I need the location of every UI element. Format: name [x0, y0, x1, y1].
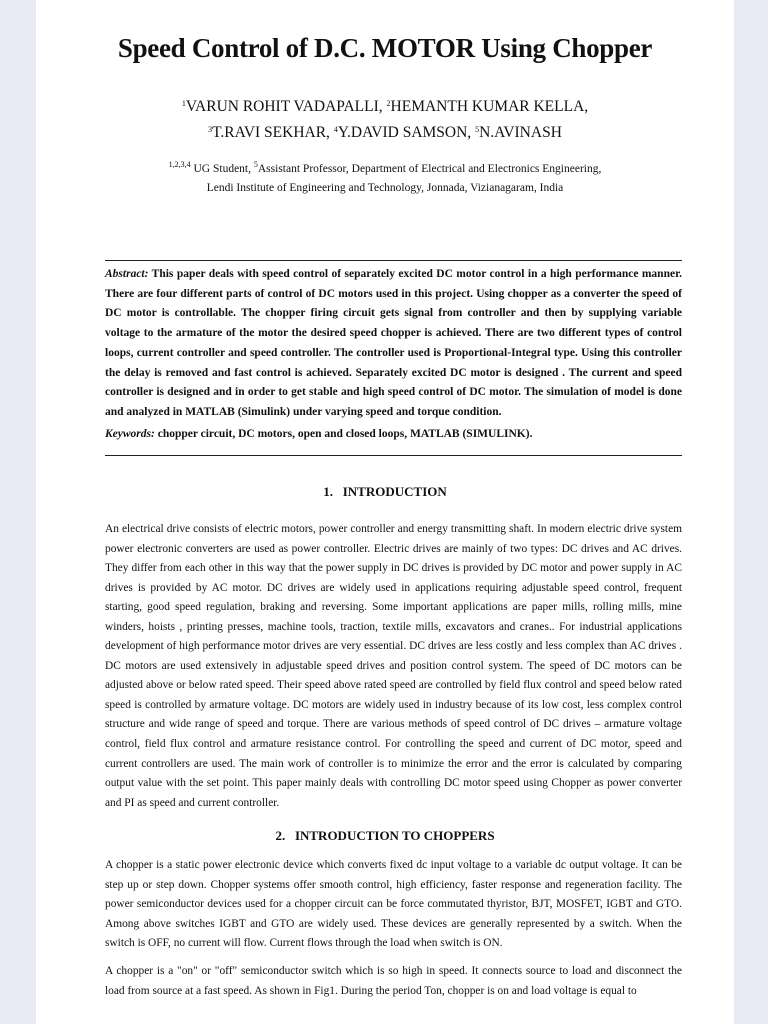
affiliation-line-1 — [36, 160, 734, 179]
author-line-2 — [36, 120, 734, 146]
section-1-heading: 1. INTRODUCTION — [323, 484, 447, 499]
paper-title: Speed Control of D.C. MOTOR Using Chopper — [117, 33, 653, 63]
affiliation-role-1: UG Student, — [190, 163, 254, 175]
section-2-heading: 2. INTRODUCTION TO CHOPPERS — [275, 828, 495, 843]
author-4-marker: 4 — [333, 125, 338, 134]
author-list — [36, 94, 734, 146]
author-5-name: N.AVINASH — [479, 124, 562, 141]
abstract-text: This paper deals with speed control of separately excited DC motor control in a high performance manner. There are four different parts of control of DC motors used in this project. Using chopper as a converter the speed of DC motor is controllable. The chopper firing circuit gets signal from controller and then by supplying variable voltage to the armature of the motor the desired speed chopper is achieved. There are two different types of control loops, current controller and speed controller. The controller used is Proportional-Integral type. Using this controller the delay is removed and fast control is achieved. Separately excited DC motor is designed . The current and speed controller is designed and in order to get stable and high speed control of DC motor. The simulation of model is done and analyzed in MATLAB (Simulink) under varying speed and torque condition. — [105, 268, 682, 418]
author-1-marker: 1 — [181, 99, 186, 108]
section-2-paragraph-2: A chopper is a "on" or "off" semiconductor switch which is so high in speed. It connects source to load and disconnect the load from source at a fast speed. As shown in Fig1. During the period Ton, chopper is on and load voltage is equal to — [105, 965, 682, 997]
author-2-name: HEMANTH KUMAR KELLA, — [390, 98, 589, 115]
abstract-label: Abstract: — [105, 268, 149, 280]
abstract-top-rule — [105, 260, 682, 261]
author-1-name: VARUN ROHIT VADAPALLI, — [185, 98, 387, 115]
abstract-bottom-rule — [105, 455, 682, 456]
affiliation-line-2: Lendi Institute of Engineering and Technology, Jonnada, Vizianagaram, India — [206, 182, 564, 194]
affiliation-role-2: Assistant Professor, Department of Electrical and Electronics Engineering, — [257, 163, 602, 175]
section-1-paragraph: An electrical drive consists of electric motors, power controller and energy transmitting shaft. In modern electric drive system power electronic converters are used as power controller. Electric drives are mainly of two types: DC drives and AC drives. They differ from each other in this way that the power supply in DC drives is provided by DC motor and power supply in AC drives is provided by AC motor. DC drives are widely used in applications requiring adjustable speed control, frequent starting, good speed regulation, braking and reversing. Some important applications are paper mills, rolling mills, mine winders, hoists , printing presses, machine tools, traction, textile mills, excavators and cranes.. For industrial applications development of high performance motor drives are very essential. DC drives are less costly and less complex than AC drives . DC motors are used extensively in adjustable speed drives and position control system. The speed of DC motors can be adjusted above or below rated speed. Their speed above rated speed are controlled by field flux control and speed below rated speed is controlled by armature voltage. DC motors are widely used in industry because of its low cost, less complex control structure and wide range of speed and torque. There are various methods of speed control of DC drives – armature voltage control, field flux control and armature resistance control. For controlling the speed and current of DC motor, speed and current controllers are used. The main work of controller is to minimize the error and the error is calculated by comparing output value with the set point. This paper mainly deals with controlling DC motor speed using Chopper as power converter and PI as speed and current controller. — [105, 523, 682, 809]
paper-page — [36, 0, 734, 1024]
affiliation — [36, 160, 734, 198]
author-3-name: T.RAVI SEKHAR, — [212, 124, 334, 141]
author-5-marker: 5 — [475, 125, 480, 134]
affiliation-marker-2: 5 — [253, 160, 258, 169]
abstract — [105, 265, 682, 423]
keywords — [105, 428, 682, 440]
author-4-name: Y.DAVID SAMSON, — [337, 124, 476, 141]
keywords-label: Keywords: — [105, 428, 155, 440]
author-line-1 — [36, 94, 734, 120]
author-3-marker: 3 — [208, 125, 213, 134]
affiliation-marker-1: 1,2,3,4 — [168, 160, 191, 169]
keywords-text: chopper circuit, DC motors, open and closed loops, MATLAB (SIMULINK). — [154, 428, 533, 440]
author-2-marker: 2 — [386, 99, 391, 108]
section-2-paragraph-1: A chopper is a static power electronic device which converts fixed dc input voltage to a variable dc output voltage. It can be step up or step down. Chopper systems offer smooth control, high efficiency, faster response and regeneration facility. The power semiconductor devices used for a chopper circuit can be force commutated thyristor, BJT, MOSFET, IGBT and GTO. Among above switches IGBT and GTO are widely used. These devices are generally represented by a switch. When the switch is OFF, no current will flow. Current flows through the load when switch is ON. — [105, 859, 682, 950]
